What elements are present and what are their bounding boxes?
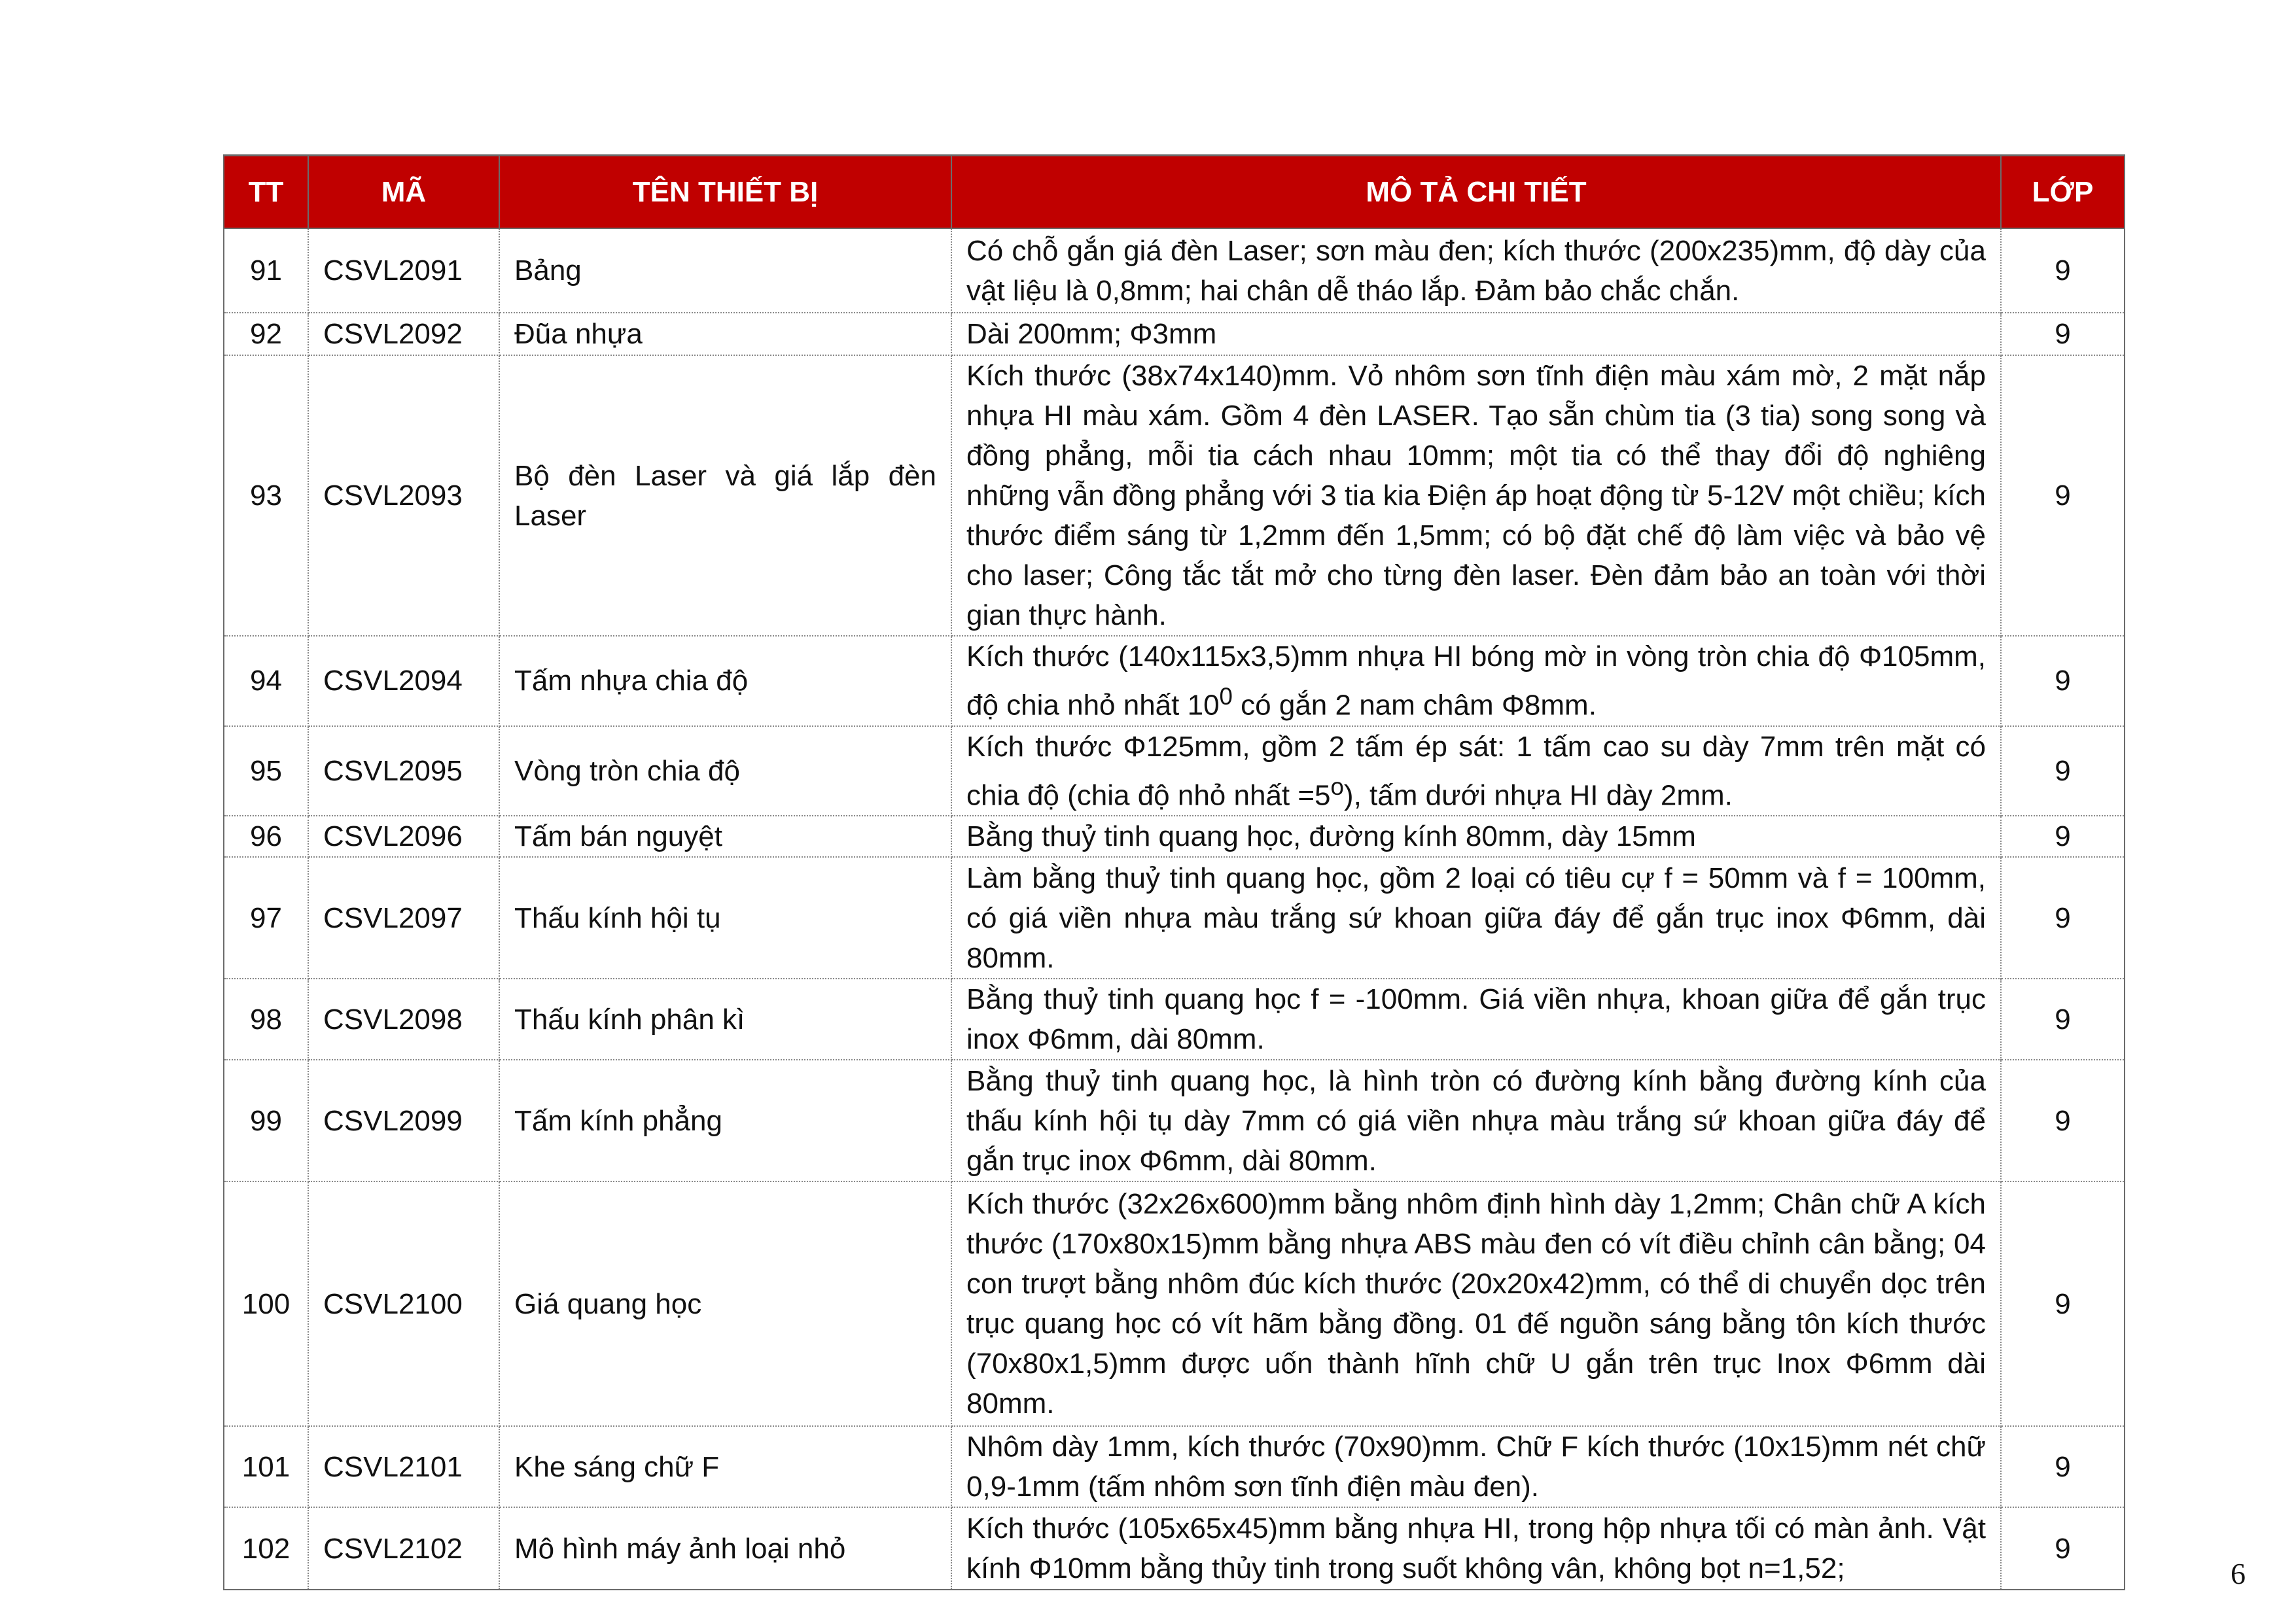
mota-text: ), tấm dưới nhựa HI dày 2mm. — [1343, 779, 1733, 812]
cell-lop: 9 — [2001, 1507, 2125, 1590]
cell-mota: Bằng thuỷ tinh quang học, là hình tròn có đường kính bằng đường kính của thấu kính hội tụ dày 7mm có giá viền nhựa màu trắng sứ khoan giữa đáy để gắn trục inox Φ6mm, dài 80mm. — [951, 1060, 2001, 1181]
superscript-zero: 0 — [1219, 683, 1233, 710]
cell-lop: 9 — [2001, 726, 2125, 816]
cell-ten: Mô hình máy ảnh loại nhỏ — [499, 1507, 951, 1590]
cell-mota: Kích thước (38x74x140)mm. Vỏ nhôm sơn tĩnh điện màu xám mờ, 2 mặt nắp nhựa HI màu xám. Gồm 4 đèn LASER. Tạo sẵn chùm tia (3 tia) song song và đồng phẳng, mỗi tia cách nhau 10mm; một tia có thể thay đổi độ nghiêng những vẫn đồng phẳng với 3 tia kia Điện áp hoạt động từ 5-12V một chiều; kích thước điểm sáng từ 1,2mm đến 1,5mm; có bộ đặt chế độ làm việc và bảo vệ cho laser; Công tắc tắt mở cho từng đèn laser. Đèn đảm bảo an toàn với thời gian thực hành. — [951, 355, 2001, 636]
cell-ma: CSVL2093 — [308, 355, 499, 636]
table-row — [224, 1181, 2125, 1426]
cell-ten: Bảng — [499, 228, 951, 313]
cell-mota: Dài 200mm; Φ3mm — [951, 313, 2001, 355]
cell-lop: 9 — [2001, 228, 2125, 313]
cell-lop: 9 — [2001, 979, 2125, 1060]
cell-ma: CSVL2098 — [308, 979, 499, 1060]
cell-ten: Tấm kính phẳng — [499, 1060, 951, 1181]
cell-tt: 96 — [224, 816, 308, 857]
table-row — [224, 636, 2125, 726]
cell-mota — [951, 636, 2001, 726]
cell-mota: Bằng thuỷ tinh quang học f = -100mm. Giá viền nhựa, khoan giữa để gắn trục inox Φ6mm, dài 80mm. — [951, 979, 2001, 1060]
cell-ten: Thấu kính phân kì — [499, 979, 951, 1060]
header-lop: LỚP — [2001, 156, 2125, 229]
cell-ma: CSVL2092 — [308, 313, 499, 355]
cell-tt: 93 — [224, 355, 308, 636]
cell-ten: Tấm nhựa chia độ — [499, 636, 951, 726]
cell-ma: CSVL2099 — [308, 1060, 499, 1181]
table-row — [224, 355, 2125, 636]
cell-tt: 101 — [224, 1426, 308, 1507]
cell-lop: 9 — [2001, 816, 2125, 857]
cell-ma: CSVL2100 — [308, 1181, 499, 1426]
cell-tt: 97 — [224, 857, 308, 979]
header-row — [224, 156, 2125, 229]
header-tt: TT — [224, 156, 308, 229]
cell-lop: 9 — [2001, 1426, 2125, 1507]
header-mota: MÔ TẢ CHI TIẾT — [951, 156, 2001, 229]
cell-ten: Bộ đèn Laser và giá lắp đèn Laser — [499, 355, 951, 636]
cell-ma: CSVL2097 — [308, 857, 499, 979]
cell-mota: Bằng thuỷ tinh quang học, đường kính 80mm, dày 15mm — [951, 816, 2001, 857]
cell-ma: CSVL2094 — [308, 636, 499, 726]
table-body — [224, 228, 2125, 1590]
cell-lop: 9 — [2001, 1181, 2125, 1426]
cell-tt: 92 — [224, 313, 308, 355]
table-row — [224, 313, 2125, 355]
mota-text: Kích thước Φ125mm, gồm 2 tấm ép sát: 1 tấm cao su dày 7mm trên mặt có chia độ (chia độ nhỏ nhất =5 — [966, 730, 1986, 812]
cell-ma: CSVL2101 — [308, 1426, 499, 1507]
table-row — [224, 1426, 2125, 1507]
cell-tt: 94 — [224, 636, 308, 726]
cell-tt: 91 — [224, 228, 308, 313]
cell-ma: CSVL2091 — [308, 228, 499, 313]
degree-symbol: o — [1330, 773, 1344, 800]
table-row — [224, 816, 2125, 857]
cell-tt: 98 — [224, 979, 308, 1060]
cell-ten: Đũa nhựa — [499, 313, 951, 355]
cell-tt: 99 — [224, 1060, 308, 1181]
table-row — [224, 228, 2125, 313]
cell-mota: Làm bằng thuỷ tinh quang học, gồm 2 loại có tiêu cự f = 50mm và f = 100mm, có giá viền nhựa màu trắng sứ khoan giữa đáy để gắn trục inox Φ6mm, dài 80mm. — [951, 857, 2001, 979]
cell-tt: 95 — [224, 726, 308, 816]
mota-text: Kích thước (140x115x3,5)mm nhựa HI bóng mờ in vòng tròn chia độ Φ105mm, độ chia nhỏ nhất 10 — [966, 640, 1986, 722]
mota-text: có gắn 2 nam châm Φ8mm. — [1232, 689, 1597, 722]
cell-ma: CSVL2095 — [308, 726, 499, 816]
cell-lop: 9 — [2001, 355, 2125, 636]
cell-ten: Giá quang học — [499, 1181, 951, 1426]
cell-ma: CSVL2102 — [308, 1507, 499, 1590]
cell-ten: Vòng tròn chia độ — [499, 726, 951, 816]
cell-lop: 9 — [2001, 636, 2125, 726]
header-ten: TÊN THIẾT BỊ — [499, 156, 951, 229]
equipment-table — [223, 154, 2125, 1590]
cell-tt: 102 — [224, 1507, 308, 1590]
cell-lop: 9 — [2001, 857, 2125, 979]
cell-ma: CSVL2096 — [308, 816, 499, 857]
cell-mota: Nhôm dày 1mm, kích thước (70x90)mm. Chữ F kích thước (10x15)mm nét chữ 0,9-1mm (tấm nhôm sơn tĩnh điện màu đen). — [951, 1426, 2001, 1507]
cell-lop: 9 — [2001, 1060, 2125, 1181]
cell-ten: Khe sáng chữ F — [499, 1426, 951, 1507]
cell-mota: Kích thước (105x65x45)mm bằng nhựa HI, trong hộp nhựa tối có màn ảnh. Vật kính Φ10mm bằng thủy tinh trong suốt không vân, không bọt n=1,52; — [951, 1507, 2001, 1590]
table-row — [224, 1060, 2125, 1181]
table-row — [224, 857, 2125, 979]
cell-tt: 100 — [224, 1181, 308, 1426]
header-ma: MÃ — [308, 156, 499, 229]
cell-ten: Thấu kính hội tụ — [499, 857, 951, 979]
cell-mota: Có chỗ gắn giá đèn Laser; sơn màu đen; kích thước (200x235)mm, độ dày của vật liệu là 0,8mm; hai chân dễ tháo lắp. Đảm bảo chắc chắn. — [951, 228, 2001, 313]
table-row — [224, 979, 2125, 1060]
table-row — [224, 1507, 2125, 1590]
table-row — [224, 726, 2125, 816]
cell-mota — [951, 726, 2001, 816]
page-number: 6 — [2231, 1557, 2246, 1590]
cell-mota: Kích thước (32x26x600)mm bằng nhôm định hình dày 1,2mm; Chân chữ A kích thước (170x80x15)mm bằng nhựa ABS màu đen có vít điều chỉnh cân bằng; 04 con trượt bằng nhôm đúc kích thước (20x20x42)mm, có thể di chuyển dọc trên trục quang học có vít hãm bằng đồng. 01 đế nguồn sáng bằng tôn kích thước (70x80x1,5)mm được uốn thành hĩnh chữ U gắn trên trục Inox Φ6mm dài 80mm. — [951, 1181, 2001, 1426]
table-header — [224, 156, 2125, 229]
cell-lop: 9 — [2001, 313, 2125, 355]
cell-ten: Tấm bán nguyệt — [499, 816, 951, 857]
